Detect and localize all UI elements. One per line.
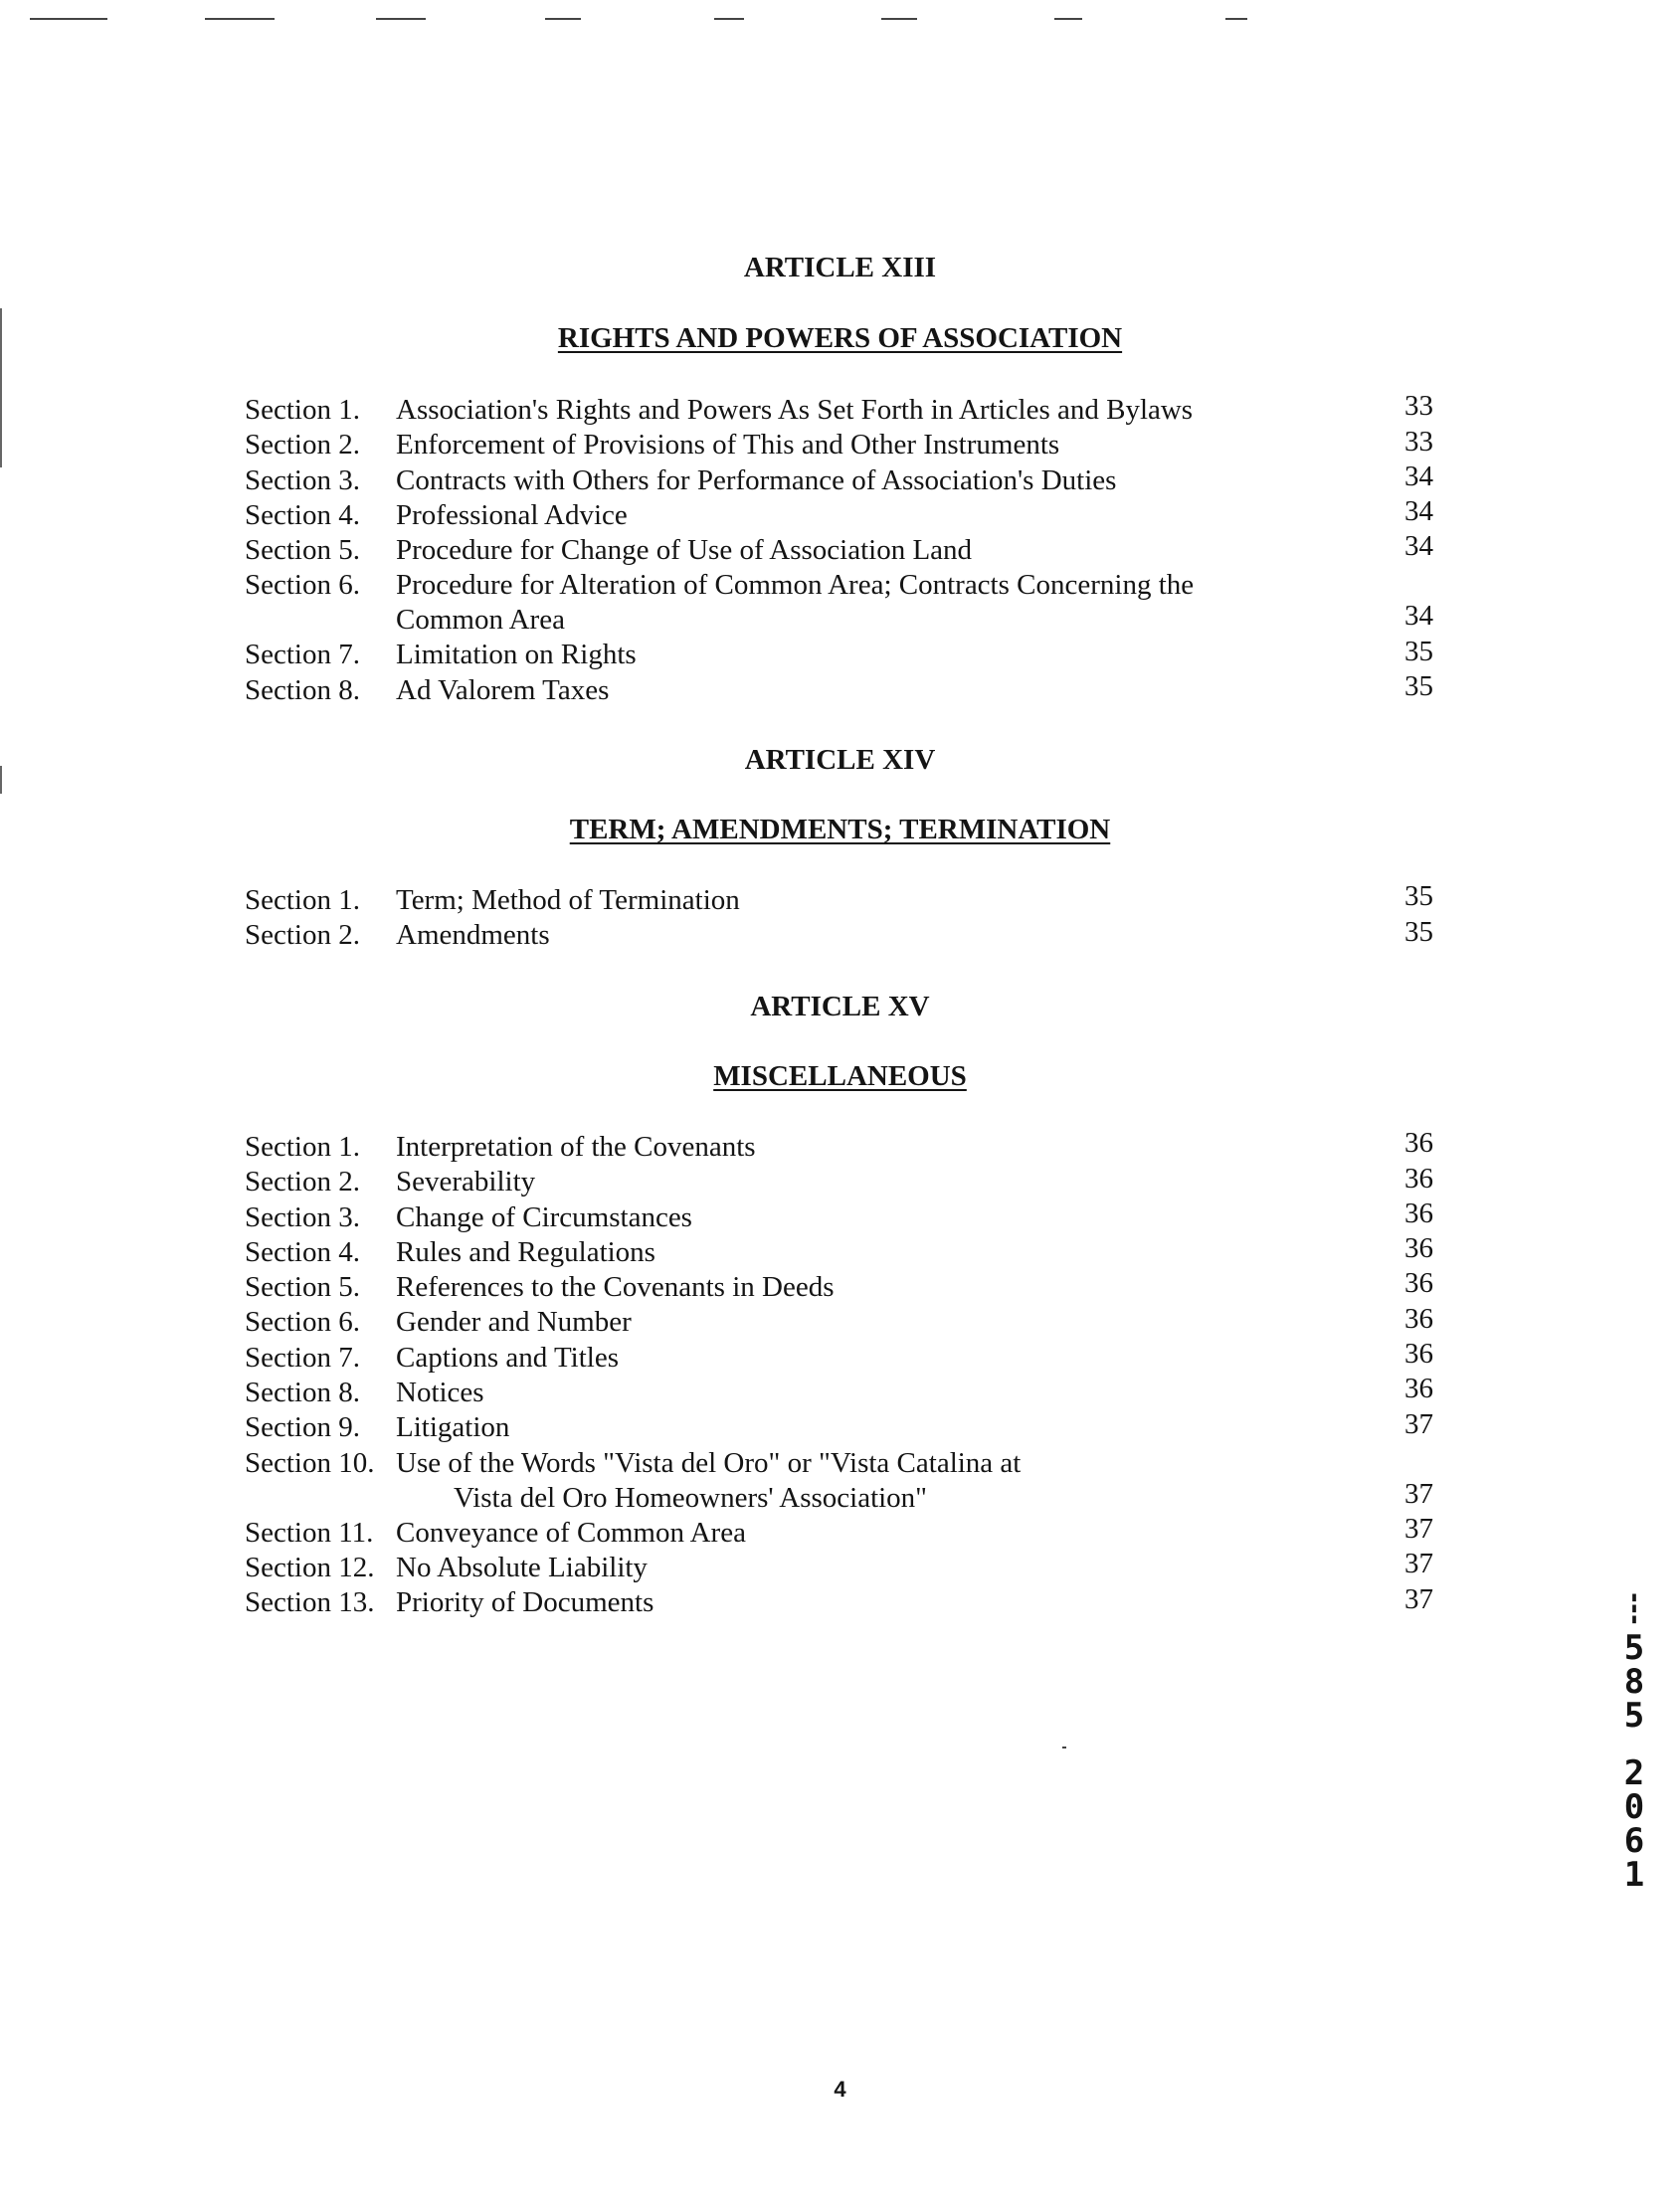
section-title: Priority of Documents — [396, 1586, 654, 1619]
toc-entry — [245, 1267, 1433, 1305]
section-title: Contracts with Others for Performance of Association's Duties — [396, 463, 1117, 496]
section-number: Section 13. — [245, 1586, 375, 1619]
toc-entry — [245, 1582, 1433, 1620]
section-number: Section 12. — [245, 1551, 375, 1583]
section-number: Section 7. — [245, 639, 360, 671]
toc-entry — [245, 1232, 1433, 1270]
section-title: Gender and Number — [396, 1306, 632, 1339]
page-ref: 36 — [1404, 1302, 1433, 1335]
section-number: Section 4. — [245, 498, 360, 531]
section-number: Section 9. — [245, 1411, 360, 1444]
section-title: Interpretation of the Covenants — [396, 1131, 756, 1163]
toc-entry — [245, 1373, 1433, 1410]
article-heading: ARTICLE XIV — [744, 744, 936, 776]
toc-entry — [245, 635, 1433, 672]
toc-entry — [245, 1407, 1433, 1445]
stamp-digit: 6 — [1623, 1821, 1645, 1861]
section-title: Procedure for Alteration of Common Area; Contracts Concerning the Common Area — [396, 568, 1470, 638]
scan-edge-marks — [0, 18, 1680, 22]
stamp-mark: ▮▮▮ — [1628, 1591, 1640, 1625]
scan-speck — [1062, 1747, 1066, 1749]
page-ref: 35 — [1404, 670, 1433, 703]
toc-entry — [245, 1338, 1433, 1376]
page-ref: 37 — [1404, 1477, 1433, 1510]
section-number: Section 3. — [245, 463, 360, 496]
section-title: Use of the Words "Vista del Oro" or "Vista Catalina at Vista del Oro Homeowners' Association" — [396, 1446, 1470, 1516]
section-title: Professional Advice — [396, 498, 628, 531]
section-number: Section 10. — [245, 1446, 375, 1479]
toc-entry — [245, 915, 1433, 953]
page-ref: 36 — [1404, 1373, 1433, 1405]
section-title: Litigation — [396, 1411, 510, 1444]
section-list — [245, 1127, 1433, 1621]
section-title: Captions and Titles — [396, 1341, 619, 1374]
section-number: Section 11. — [245, 1516, 374, 1549]
toc-entry — [245, 425, 1433, 462]
section-title: Enforcement of Provisions of This and Other Instruments — [396, 429, 1060, 461]
section-title: Amendments — [396, 919, 550, 952]
page-ref: 37 — [1404, 1407, 1433, 1440]
page-ref: 33 — [1404, 390, 1433, 423]
toc-entry — [245, 1127, 1433, 1165]
page-ref: 36 — [1404, 1267, 1433, 1300]
article-title: TERM; AMENDMENTS; TERMINATION — [569, 814, 1111, 845]
page-ref: 36 — [1404, 1232, 1433, 1265]
section-list — [245, 390, 1433, 708]
page-ref: 35 — [1404, 635, 1433, 667]
stamp-digit: 1 — [1623, 1855, 1645, 1895]
page-ref: 34 — [1404, 460, 1433, 492]
toc-entry — [245, 880, 1433, 918]
stamp-digit: 2 — [1623, 1753, 1645, 1793]
section-list — [245, 880, 1433, 954]
section-title: Ad Valorem Taxes — [396, 673, 610, 706]
stamp-digit: 8 — [1623, 1662, 1645, 1702]
page-ref: 36 — [1404, 1197, 1433, 1229]
section-title: No Absolute Liability — [396, 1551, 648, 1583]
page-ref: 35 — [1404, 915, 1433, 948]
page-ref: 36 — [1404, 1338, 1433, 1371]
page-ref: 37 — [1404, 1582, 1433, 1615]
page-ref: 34 — [1404, 530, 1433, 563]
stamp-digit: 5 — [1623, 1696, 1645, 1736]
section-number: Section 1. — [245, 1131, 360, 1163]
page-ref: 37 — [1404, 1548, 1433, 1580]
section-number: Section 5. — [245, 534, 360, 567]
section-title-continued: Common Area — [396, 604, 565, 637]
page-number: 4 — [834, 2077, 846, 2102]
section-title: Limitation on Rights — [396, 639, 637, 671]
article-title: RIGHTS AND POWERS OF ASSOCIATION — [557, 322, 1123, 354]
section-number: Section 5. — [245, 1271, 360, 1304]
section-title: Notices — [396, 1377, 484, 1409]
toc-entry — [245, 390, 1433, 428]
section-number: Section 8. — [245, 673, 360, 706]
section-number: Section 6. — [245, 1306, 360, 1339]
section-number: Section 1. — [245, 884, 360, 916]
section-title: Procedure for Change of Use of Association Land — [396, 534, 973, 567]
section-number: Section 6. — [245, 569, 360, 602]
section-number: Section 4. — [245, 1235, 360, 1268]
toc-entry — [245, 530, 1433, 568]
section-number: Section 1. — [245, 394, 360, 426]
section-title: References to the Covenants in Deeds — [396, 1271, 835, 1304]
section-title: Conveyance of Common Area — [396, 1516, 746, 1549]
section-number: Section 3. — [245, 1200, 360, 1233]
section-number: Section 2. — [245, 429, 360, 461]
toc-entry — [245, 460, 1433, 498]
section-title: Rules and Regulations — [396, 1235, 655, 1268]
section-number: Section 2. — [245, 919, 360, 952]
section-number: Section 8. — [245, 1377, 360, 1409]
page-ref: 36 — [1404, 1162, 1433, 1195]
section-title: Severability — [396, 1166, 536, 1198]
section-title: Change of Circumstances — [396, 1200, 692, 1233]
toc-entry — [245, 1197, 1433, 1235]
article-title: MISCELLANEOUS — [713, 1060, 967, 1092]
page-ref: 34 — [1404, 600, 1433, 633]
toc-entry — [245, 1446, 1433, 1516]
recording-stamp — [1609, 1591, 1659, 1895]
toc-entry — [245, 1302, 1433, 1340]
page-ref: 37 — [1404, 1512, 1433, 1545]
article-heading: ARTICLE XV — [750, 991, 930, 1022]
toc-entry — [245, 1548, 1433, 1585]
stamp-digit: 5 — [1623, 1628, 1645, 1668]
stamp-digit: 0 — [1623, 1787, 1645, 1827]
section-number: Section 2. — [245, 1166, 360, 1198]
article-heading: ARTICLE XIII — [743, 252, 937, 283]
page-ref: 33 — [1404, 425, 1433, 458]
section-title: Term; Method of Termination — [396, 884, 740, 916]
toc-entry — [245, 1162, 1433, 1199]
toc-entry — [245, 1512, 1433, 1551]
page-ref: 34 — [1404, 495, 1433, 528]
page-ref: 36 — [1404, 1127, 1433, 1160]
toc-entry — [245, 670, 1433, 708]
toc-entry — [245, 568, 1433, 638]
section-title: Association's Rights and Powers As Set Forth in Articles and Bylaws — [396, 394, 1194, 426]
section-title-continued: Vista del Oro Homeowners' Association" — [454, 1481, 928, 1514]
section-number: Section 7. — [245, 1341, 360, 1374]
page-ref: 35 — [1404, 880, 1433, 913]
toc-entry — [245, 495, 1433, 533]
